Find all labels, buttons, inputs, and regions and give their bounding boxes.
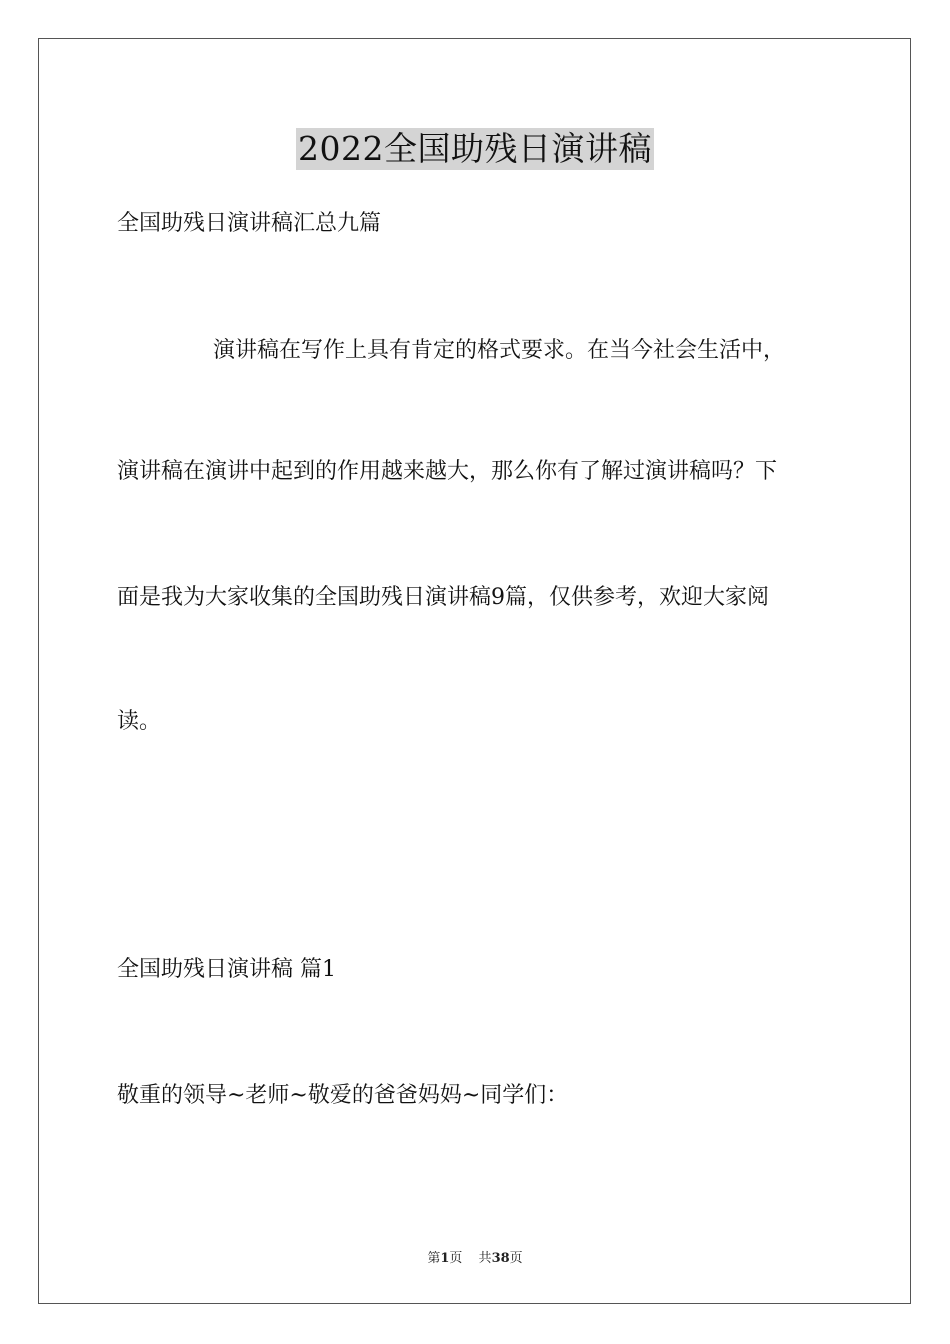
document-subtitle: 全国助残日演讲稿汇总九篇 [117, 211, 382, 236]
page-indicator: 第1页 [427, 1251, 463, 1266]
intro-line-1: 演讲稿在写作上具有肯定的格式要求。在当今社会生活中， [213, 338, 786, 363]
intro-line-3: 面是我为大家收集的全国助残日演讲稿9篇，仅供参考，欢迎大家阅 [117, 585, 769, 610]
document-title: 2022全国助残日演讲稿 [298, 129, 652, 168]
title-container [0, 128, 950, 170]
section-heading: 全国助残日演讲稿 篇1 [117, 957, 336, 982]
salutation: 敬重的领导~老师~敬爱的爸爸妈妈~同学们： [117, 1083, 569, 1108]
intro-line-4: 读。 [117, 709, 162, 734]
page-footer [0, 1247, 950, 1266]
intro-line-2: 演讲稿在演讲中起到的作用越来越大，那么你有了解过演讲稿吗？下 [117, 459, 778, 484]
total-pages-indicator: 共38页 [478, 1251, 523, 1266]
